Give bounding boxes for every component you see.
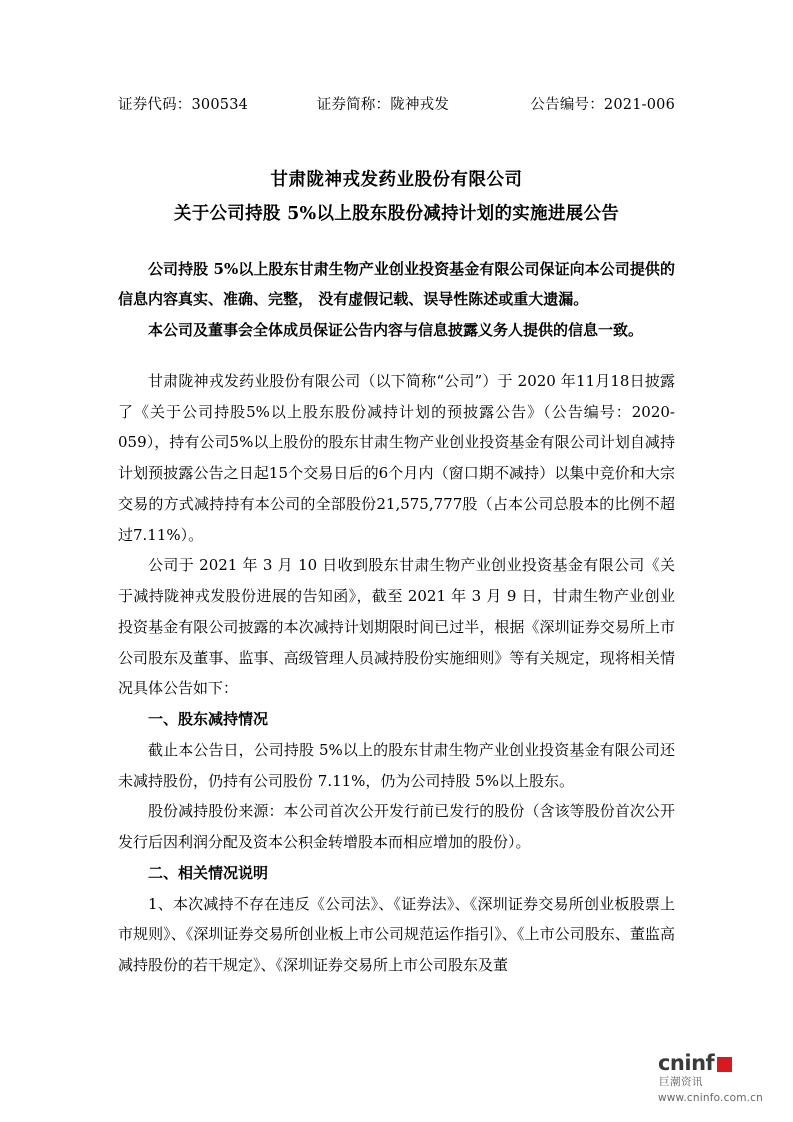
cninfo-logo-chinese: 巨潮资讯 bbox=[658, 1076, 703, 1088]
body-paragraph-2: 公司于 2021 年 3 月 10 日收到股东甘肃生物产业创业投资基金有限公司《关于减持陇神戎发股份进展的告知函》，截至 2021 年 3 月 9 日，甘肃生物产业创业投资基金有限公司披露的本次减持计划期限时间已过半，根据《深圳证券交易所上市公司股东及董事、监事、高级管理人员减持股份实施细则》等有关规定，现将相关情况具体公告如下： bbox=[118, 556, 675, 698]
cninfo-url: www.cninfo.com.cn bbox=[657, 1092, 763, 1104]
cninfo-logo-text: cninf bbox=[657, 1051, 715, 1075]
section-heading-2: 二、相关情况说明 bbox=[148, 863, 269, 882]
document-header bbox=[118, 95, 675, 115]
board-statement: 本公司及董事会全体成员保证公告内容与信息披露义务人提供的信息一致。 bbox=[148, 321, 644, 340]
cninfo-logo-square-icon bbox=[717, 1057, 732, 1072]
footer-watermark bbox=[658, 1051, 763, 1104]
guarantee-statement: 公司持股 5%以上股东甘肃生物产业创业投资基金有限公司保证向本公司提供的信息内容真实、准确、完整， 没有虚假记载、误导性陈述或重大遗漏。 bbox=[118, 259, 675, 309]
security-abbreviation: 证券简称：陇神戎发 bbox=[316, 97, 450, 113]
body-paragraph-1: 甘肃陇神戎发药业股份有限公司（以下简称“公司”）于 2020 年11月18日披露了《关于公司持股5%以上股东股份减持计划的预披露公告》（公告编号：2020-059），持有公司5%以上股份的股东甘肃生物产业创业投资基金有限公司计划自减持计划预披露公告之日起15个交易日后的6个月内（窗口期不减持）以集中竞价和大宗交易的方式减持持有本公司的全部股份21,575,777股（占本公司总股本的比例不超过7.11%）。 bbox=[118, 371, 675, 544]
security-code: 证券代码：300534 bbox=[118, 97, 249, 113]
notice-number: 公告编号：2021-006 bbox=[530, 97, 675, 113]
title-line-subject: 关于公司持股 5%以上股东股份减持计划的实施进展公告 bbox=[173, 204, 620, 225]
title-line-company: 甘肃陇神戎发药业股份有限公司 bbox=[270, 170, 523, 191]
body-paragraph-3: 截止本公告日，公司持股 5%以上的股东甘肃生物产业创业投资基金有限公司还未减持股份，仍持有公司股份 7.11%，仍为公司持股 5%以上股东。 bbox=[118, 740, 675, 790]
body-paragraph-5: 1、本次减持不存在违反《公司法》、《证券法》、《深圳证券交易所创业板股票上市规则》、《深圳证券交易所创业板上市公司规范运作指引》、《上市公司股东、董监高减持股份的若干规定》、《深圳证券交易所上市公司股东及董 bbox=[118, 894, 675, 975]
cninfo-logo bbox=[658, 1051, 763, 1104]
section-heading-1: 一、股东减持情况 bbox=[148, 710, 269, 729]
document-title bbox=[118, 163, 675, 231]
body-paragraph-4: 股份减持股份来源：本公司首次公开发行前已发行的股份（含该等股份首次公开发行后因利润分配及资本公积金转增股本而相应增加的股份）。 bbox=[118, 802, 675, 852]
cninfo-logo-mark bbox=[658, 1051, 732, 1075]
